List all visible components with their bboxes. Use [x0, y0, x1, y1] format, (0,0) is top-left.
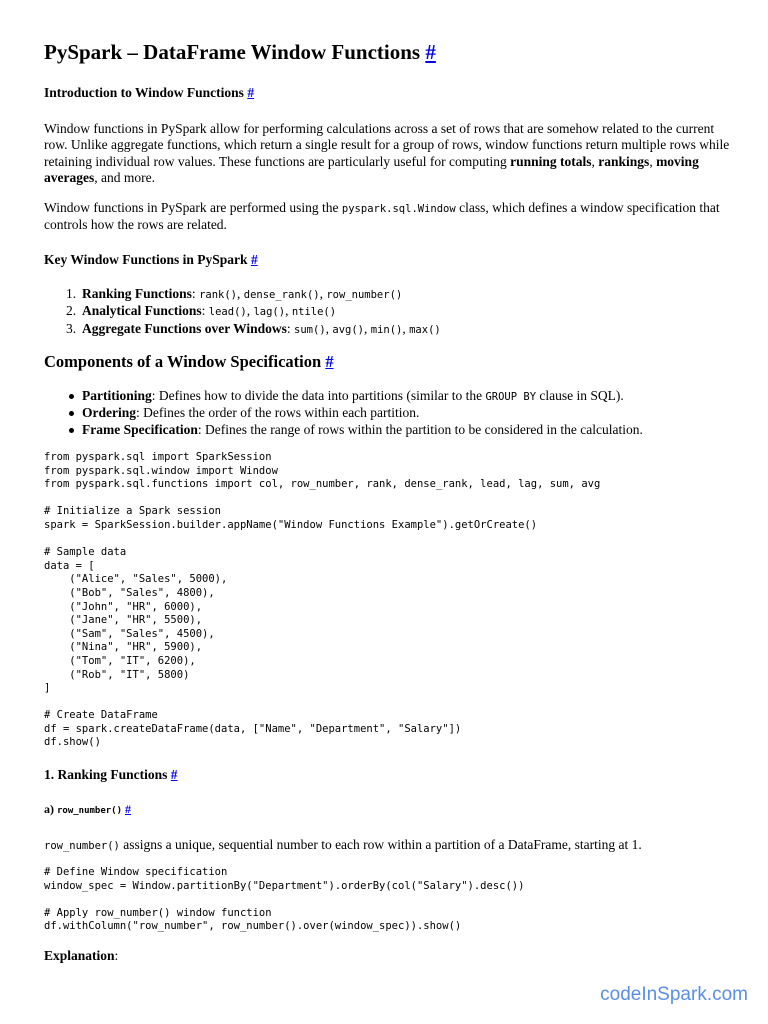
bullet-icon: [69, 394, 74, 399]
intro-paragraph-2: Window functions in PySpark are performed using the pyspark.sql.Window class, which defines a window specification that controls how the rows are related.: [44, 200, 720, 233]
components-list: [44, 388, 734, 438]
key-anchor-link[interactable]: #: [250, 252, 258, 267]
bullet-icon: [69, 411, 74, 416]
bullet-icon: [69, 428, 74, 433]
list-item: Frame Specification: Defines the range of rows within the partition to be considered in the calculation.: [44, 422, 734, 438]
row-number-subheading: a) row_number() #: [44, 802, 132, 816]
ranking-functions-heading: 1. Ranking Functions #: [44, 767, 178, 782]
key-functions-list: [44, 286, 734, 338]
code-block-row-number: # Define Window specification window_spec = Window.partitionBy("Department").orderBy(col("Salary").desc()) # Apply row_number() window function df.withColumn("row_number", row_number().over(window_spec)).show(): [44, 866, 525, 933]
code-block-setup: from pyspark.sql import SparkSession from pyspark.sql.window import Window from pyspark.sql.functions import col, row_number, rank, dense_rank, lead, lag, sum, avg # Initialize a Spark session spark = SparkSession.builder.appName("Window Functions Example").getOrCreate() # Sample data data = [ ("Alice", "Sales", 5000), ("Bob", "Sales", 4800), ("John", "HR", 6000), ("Jane", "HR", 5500), ("Sam", "Sales", 4500), ("Nina", "HR", 5900), ("Tom", "IT", 6200), ("Rob", "IT", 5800) ] # Create DataFrame df = spark.createDataFrame(data, ["Name", "Department", "Salary"]) df.show(): [44, 451, 601, 749]
list-item: Partitioning: Defines how to divide the data into partitions (similar to the GROUP BY clause in SQL).: [44, 388, 734, 405]
intro-anchor-link[interactable]: #: [247, 85, 255, 100]
watermark-logo: codeInSpark.com: [600, 984, 748, 1005]
row-number-anchor-link[interactable]: #: [125, 802, 132, 816]
list-item: 2. Analytical Functions: lead(), lag(), ntile(): [66, 303, 337, 319]
intro-heading: Introduction to Window Functions #: [44, 85, 255, 100]
explanation-label: Explanation:: [44, 948, 119, 963]
list-item: Ordering: Defines the order of the rows within each partition.: [44, 405, 734, 421]
row-number-description: row_number() assigns a unique, sequential number to each row within a partition of a DataFrame, starting at 1.: [44, 837, 642, 852]
list-item: 1. Ranking Functions: rank(), dense_rank(), row_number(): [66, 286, 403, 301]
components-heading: Components of a Window Specification #: [44, 352, 334, 371]
key-functions-heading: Key Window Functions in PySpark #: [44, 252, 258, 267]
intro-paragraph-1: Window functions in PySpark allow for performing calculations across a set of rows that are somehow related to the current row. Unlike aggregate functions, which return a single result for a group of rows, window functions return multiple rows while retaining individual row values. These functions are particularly useful for computing running totals, rankings, moving averages, and more.: [44, 121, 730, 185]
title-anchor-link[interactable]: #: [425, 40, 436, 64]
ranking-anchor-link[interactable]: #: [170, 767, 178, 782]
list-item: 3. Aggregate Functions over Windows: sum(), avg(), min(), max(): [66, 320, 441, 336]
components-anchor-link[interactable]: #: [325, 352, 334, 371]
page-title: PySpark – DataFrame Window Functions #: [44, 40, 436, 64]
